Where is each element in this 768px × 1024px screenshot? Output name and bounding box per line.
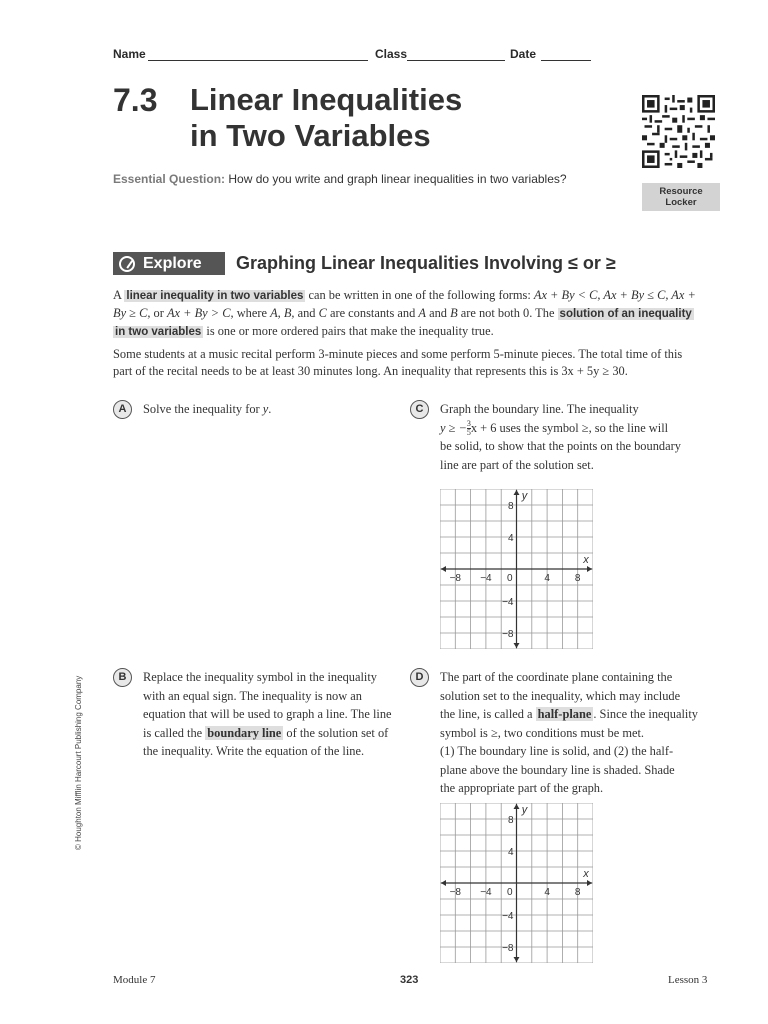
x-tick-label: −4: [480, 887, 492, 898]
step-d-line: (1) The boundary line is solid, and (2) the half-: [440, 744, 674, 758]
qr-code-icon[interactable]: [642, 95, 715, 168]
step-b-span: of the solution set of: [283, 725, 389, 740]
intro-text: and: [425, 306, 451, 320]
step-b-line: Replace the inequality symbol in the inequality: [143, 670, 377, 684]
fraction-numerator: 3: [466, 419, 471, 429]
date-line: [541, 60, 591, 61]
y-tick-label: 4: [507, 533, 514, 544]
step-d-line: symbol is ≥, two conditions must be met.: [440, 725, 645, 740]
title-line-2: in Two Variables: [190, 118, 431, 153]
copyright-text: © Houghton Mifflin Harcourt Publishing Company: [74, 675, 83, 850]
x-axis-arrow-left: [441, 880, 446, 886]
explore-badge: [113, 252, 225, 275]
step-b-span: is called the: [143, 725, 206, 740]
step-a-var: y: [262, 402, 269, 416]
scenario-paragraph: [113, 346, 709, 380]
y-tick-label: −4: [502, 597, 514, 608]
y-axis-arrow-down: [514, 957, 520, 962]
intro-text: and: [294, 306, 319, 320]
x-tick-label: 4: [544, 573, 550, 584]
step-d-line: plane above the boundary line is shaded. Shade: [440, 762, 675, 777]
intro-forms: Ax + By < C, Ax + By ≤ C, Ax +: [533, 288, 696, 302]
page-title: [190, 82, 462, 154]
coordinate-grid-c[interactable]: [440, 489, 593, 649]
step-d-span: . Since the inequality: [593, 707, 698, 721]
x-tick-label: 4: [544, 887, 550, 898]
step-a-text-span: Solve the inequality for: [143, 402, 263, 416]
step-c-text: [440, 400, 720, 474]
x-axis-label: x: [583, 554, 589, 566]
y-axis-label: y: [521, 490, 528, 502]
step-b-line: with an equal sign. The inequality is now an: [143, 688, 362, 703]
y-tick-label: 8: [507, 501, 514, 512]
y-axis-label: y: [521, 804, 528, 816]
intro-text: are constants and: [326, 306, 419, 320]
intro-forms: By ≥ C,: [113, 306, 151, 320]
y-axis-arrow-up: [514, 804, 520, 809]
x-tick-label: 0: [506, 573, 513, 584]
essential-question-text: How do you write and graph linear inequalities in two variables?: [225, 172, 567, 186]
term-solution-inequality-2: in two variables: [115, 326, 202, 338]
term-solution-inequality: solution of an inequality: [559, 308, 692, 320]
y-axis-arrow-down: [514, 643, 520, 648]
x-axis-arrow-right: [587, 880, 592, 886]
intro-var: A: [418, 306, 426, 320]
y-axis-arrow-up: [514, 490, 520, 495]
resource-locker-line1: Resource: [659, 186, 703, 197]
step-b-text: [143, 668, 413, 761]
x-tick-label: −4: [480, 573, 492, 584]
essential-question-label: Essential Question:: [113, 172, 226, 186]
x-axis-arrow-left: [441, 566, 446, 572]
term-boundary-line: boundary line: [207, 725, 282, 740]
check-circle-icon: [119, 256, 135, 272]
step-c-math-rest: x + 6 uses the symbol ≥, so the line will: [470, 420, 669, 435]
step-d-line: solution set to the inequality, which may include: [440, 688, 681, 703]
intro-text: are not both 0. The: [457, 306, 558, 320]
step-c-line: be solid, to show that the points on the boundary: [440, 439, 681, 454]
term-half-plane: half-plane: [537, 707, 592, 721]
intro-var: A, B,: [270, 306, 295, 320]
date-label: Date: [510, 47, 537, 61]
class-label: Class: [375, 47, 408, 61]
footer-module: Module 7: [113, 974, 156, 986]
intro-text: can be written in one of the following forms:: [305, 288, 534, 302]
term-linear-inequality: linear inequality in two variables: [126, 290, 304, 302]
axes: [441, 490, 592, 648]
axes: [441, 804, 592, 962]
scenario-line-2: part of the recital needs to be at least 30 minutes long. An inequality that represents this is 3x + 5y ≥ 30.: [113, 364, 628, 378]
y-tick-label: −8: [502, 629, 514, 640]
coordinate-grid-d[interactable]: [440, 803, 593, 963]
intro-forms: Ax + By > C,: [166, 306, 234, 320]
step-c-line: [440, 419, 720, 438]
resource-locker-line2: Locker: [665, 197, 697, 208]
explore-label: Explore: [143, 254, 202, 272]
step-c-math: y ≥ −: [440, 420, 467, 435]
y-tick-label: 8: [507, 815, 514, 826]
step-d-line: the appropriate part of the graph.: [440, 781, 604, 795]
step-d-badge: D: [410, 668, 429, 687]
x-tick-label: −8: [449, 573, 462, 584]
step-b-line: the inequality. Write the equation of the line.: [143, 744, 365, 758]
step-a-badge: A: [113, 400, 132, 419]
student-header: [113, 47, 591, 65]
intro-paragraph: [113, 287, 709, 341]
footer-lesson: Lesson 3: [668, 974, 708, 986]
essential-question: [113, 172, 567, 186]
intro-text: A: [113, 288, 125, 302]
x-axis-label: x: [583, 868, 589, 880]
intro-text: where: [233, 306, 271, 320]
class-line: [407, 60, 505, 61]
x-axis-arrow-right: [587, 566, 592, 572]
step-b-line: [143, 724, 413, 743]
intro-var: B: [450, 306, 458, 320]
step-b-badge: B: [113, 668, 132, 687]
name-label: Name: [113, 47, 146, 61]
x-tick-label: 8: [574, 573, 581, 584]
intro-text: is one or more ordered pairs that make the inequality true.: [203, 324, 494, 338]
explore-title: Graphing Linear Inequalities Involving ≤ or ≥: [236, 253, 616, 273]
title-line-1: Linear Inequalities: [190, 82, 463, 117]
footer-page-number: 323: [400, 974, 419, 986]
intro-var: C: [318, 306, 327, 320]
y-tick-label: 4: [507, 847, 514, 858]
step-d-line: The part of the coordinate plane containing the: [440, 670, 673, 684]
fraction-denominator: 5: [466, 428, 471, 438]
step-a-text: [143, 400, 393, 419]
x-tick-label: −8: [449, 887, 462, 898]
section-number: 7.3: [113, 82, 158, 118]
step-a-end: .: [268, 402, 272, 416]
step-d-span: the line, is called a: [440, 707, 536, 721]
y-tick-label: −4: [502, 911, 514, 922]
x-tick-label: 8: [574, 887, 581, 898]
resource-locker-button[interactable]: [642, 183, 720, 211]
step-c-line: Graph the boundary line. The inequality: [440, 402, 639, 416]
scenario-line-1: Some students at a music recital perform 3-minute pieces and some perform 5-minute pieces. The total time of this: [113, 347, 683, 361]
step-c-badge: C: [410, 400, 429, 419]
intro-text: or: [150, 306, 167, 320]
x-tick-label: 0: [506, 887, 513, 898]
step-c-line: line are part of the solution set.: [440, 457, 594, 472]
name-line: [148, 60, 368, 61]
step-d-line: [440, 705, 720, 724]
step-b-line: equation that will be used to graph a line. The line: [143, 707, 392, 721]
step-d-text: [440, 668, 720, 798]
y-tick-label: −8: [502, 943, 514, 954]
